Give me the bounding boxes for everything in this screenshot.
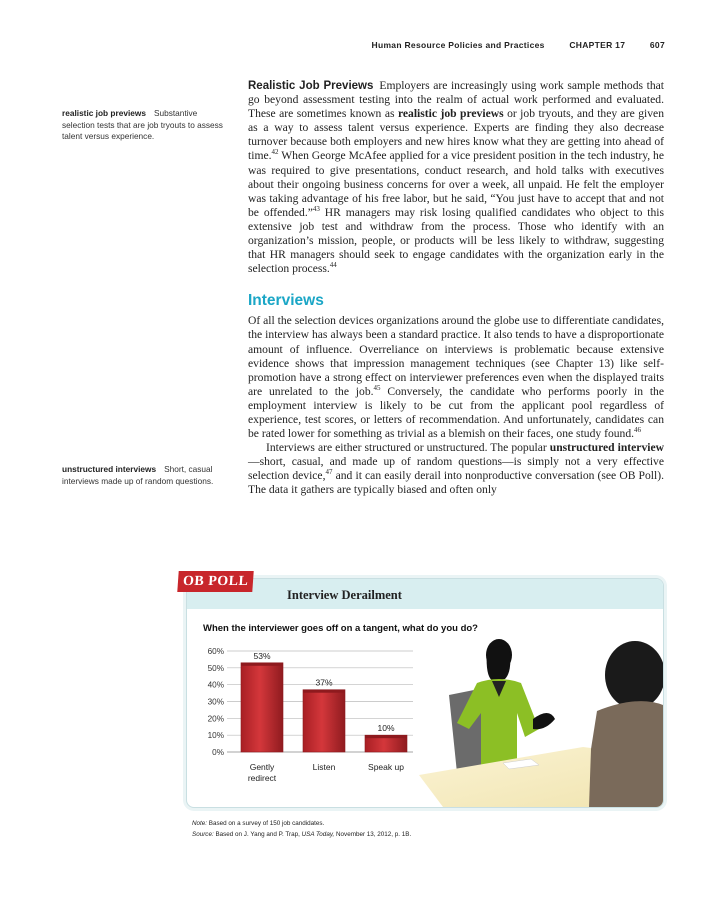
key-term: unstructured interview — [549, 441, 664, 455]
footnote-ref: 47 — [325, 468, 333, 477]
source-text: Based on J. Yang and P. Trap, — [213, 831, 302, 838]
text-run: or job tryouts, and they are given as a way to assess talent versus experience. Experts are finding they also decrease turnover because both employers and new hires know what they are getting into ahead of time. — [248, 107, 664, 163]
y-tick-label: 10% — [207, 731, 224, 741]
text-run: HR managers may risk losing qualified candidates who object to this extensive job test and withdraw from the process. Those who identify with an organization’s mission, people, or products will be less likely to withdraw, suggesting that HR managers should seek to engage candidates with the organization early in the selection process. — [248, 205, 664, 276]
poll-question: When the interviewer goes off on a tangent, what do you do? — [203, 623, 478, 634]
source-label: Source: — [192, 831, 214, 838]
bar — [303, 690, 345, 752]
page-number: 607 — [649, 40, 665, 50]
note-label: Note: — [192, 820, 208, 827]
margin-note-realistic-job-previews — [62, 108, 230, 143]
source-line — [192, 829, 411, 840]
category-label: Listen — [312, 762, 336, 772]
source-publication: USA Today, — [301, 831, 335, 838]
data-label: 10% — [377, 723, 395, 734]
running-header — [350, 40, 665, 50]
chart-layer — [208, 647, 413, 783]
note-text: Based on a survey of 150 job candidates. — [207, 820, 325, 827]
data-label: 37% — [315, 677, 333, 688]
poll-note — [192, 818, 411, 840]
realistic-job-previews-paragraph — [248, 79, 664, 276]
candidate-head — [605, 641, 663, 709]
candidate-body — [589, 701, 663, 807]
text-run: Employers are increasingly using work sample methods that go beyond assessment testing into the realm of actual work performed and evaluated. These are sometimes known as — [248, 79, 664, 121]
note-line — [192, 818, 411, 829]
text-run: Of all the selection devices organizations around the globe use to differentiate candidates, the interview has always been a standard practice. It also tends to have a disproportionate amount of influence. Overreliance on interviews is problematic because extensive evidence shows that impression management techniques (see Chapter 13) like self-promotion have a strong effect on interviewer preferences even when the displayed traits are unrelated to the job. — [248, 314, 664, 398]
footnote-ref: 42 — [271, 148, 279, 157]
interviewer-hair — [487, 645, 511, 681]
run-in-heading: Realistic Job Previews — [248, 80, 374, 92]
bar-chart — [187, 579, 663, 807]
y-tick-label: 30% — [207, 697, 224, 707]
key-term: realistic job previews — [397, 107, 504, 121]
bar-top — [303, 690, 345, 693]
margin-note-term: unstructured interviews — [62, 464, 157, 474]
interviewer-hand — [533, 713, 555, 729]
header-chapter: CHAPTER 17 — [569, 40, 626, 50]
y-tick-label: 0% — [212, 748, 224, 757]
y-tick-label: 40% — [207, 680, 224, 690]
data-label: 53% — [253, 650, 271, 661]
section-heading-interviews: Interviews — [248, 292, 324, 310]
header-section: Human Resource Policies and Practices — [371, 40, 545, 50]
footnote-ref: 46 — [634, 426, 642, 435]
text-run: Conversely, the candidate who performs poorly in the employment interview is likely to be cut from the applicant pool regardless of experience, test scores, or letters of recommendation. And unfortunately, candidates can be rated lower for something as trivial as a blemish on their faces, one study found. — [248, 384, 664, 441]
interviews-paragraph-2 — [248, 441, 664, 497]
footnote-ref: 44 — [329, 261, 337, 270]
text-run: —short, casual, and made up of random questions—is simply not a very effective selection device, — [248, 455, 664, 483]
category-label: Gently — [249, 762, 275, 772]
poll-title: Interview Derailment — [287, 588, 402, 602]
footnote-ref: 45 — [373, 383, 381, 392]
bar-top — [241, 663, 283, 666]
margin-note-unstructured-interviews — [62, 464, 230, 487]
bar — [241, 663, 283, 752]
footnote-ref: 43 — [312, 204, 320, 213]
ob-poll-tag: OB POLL — [177, 571, 254, 592]
text-run: Interviews are either structured or unstructured. The popular — [266, 441, 550, 455]
text-run: and it can easily derail into nonproductive conversation (see OB Poll). The data it gathers are typically biased and often only — [248, 469, 664, 497]
text-run: When George McAfee applied for a vice president position in the tech industry, he was required to give presentations, conduct research, and hold talks with executives about their ongoing business concerns for over a week, all unpaid. He felt the employer was taking advantage of his free labor, but he said, “You just have to accept that and not be offended.” — [248, 149, 664, 219]
bar-top — [365, 735, 407, 738]
interviews-paragraph-1 — [248, 314, 664, 441]
source-end: November 13, 2012, p. 1B. — [334, 831, 412, 838]
body-text-column — [248, 79, 664, 498]
y-tick-label: 20% — [207, 714, 224, 724]
y-tick-label: 50% — [207, 663, 224, 673]
margin-note-definition: Substantive selection tests that are job tryouts to assess talent versus experience. — [62, 108, 223, 142]
margin-note-definition: Short, casual interviews made up of random questions. — [62, 464, 214, 486]
category-label: Speak up — [368, 762, 404, 772]
category-label: redirect — [247, 773, 277, 783]
y-tick-label: 60% — [207, 647, 224, 656]
margin-note-term: realistic job previews — [62, 108, 146, 118]
interview-illustration — [419, 639, 663, 807]
ob-poll-box — [186, 578, 664, 808]
